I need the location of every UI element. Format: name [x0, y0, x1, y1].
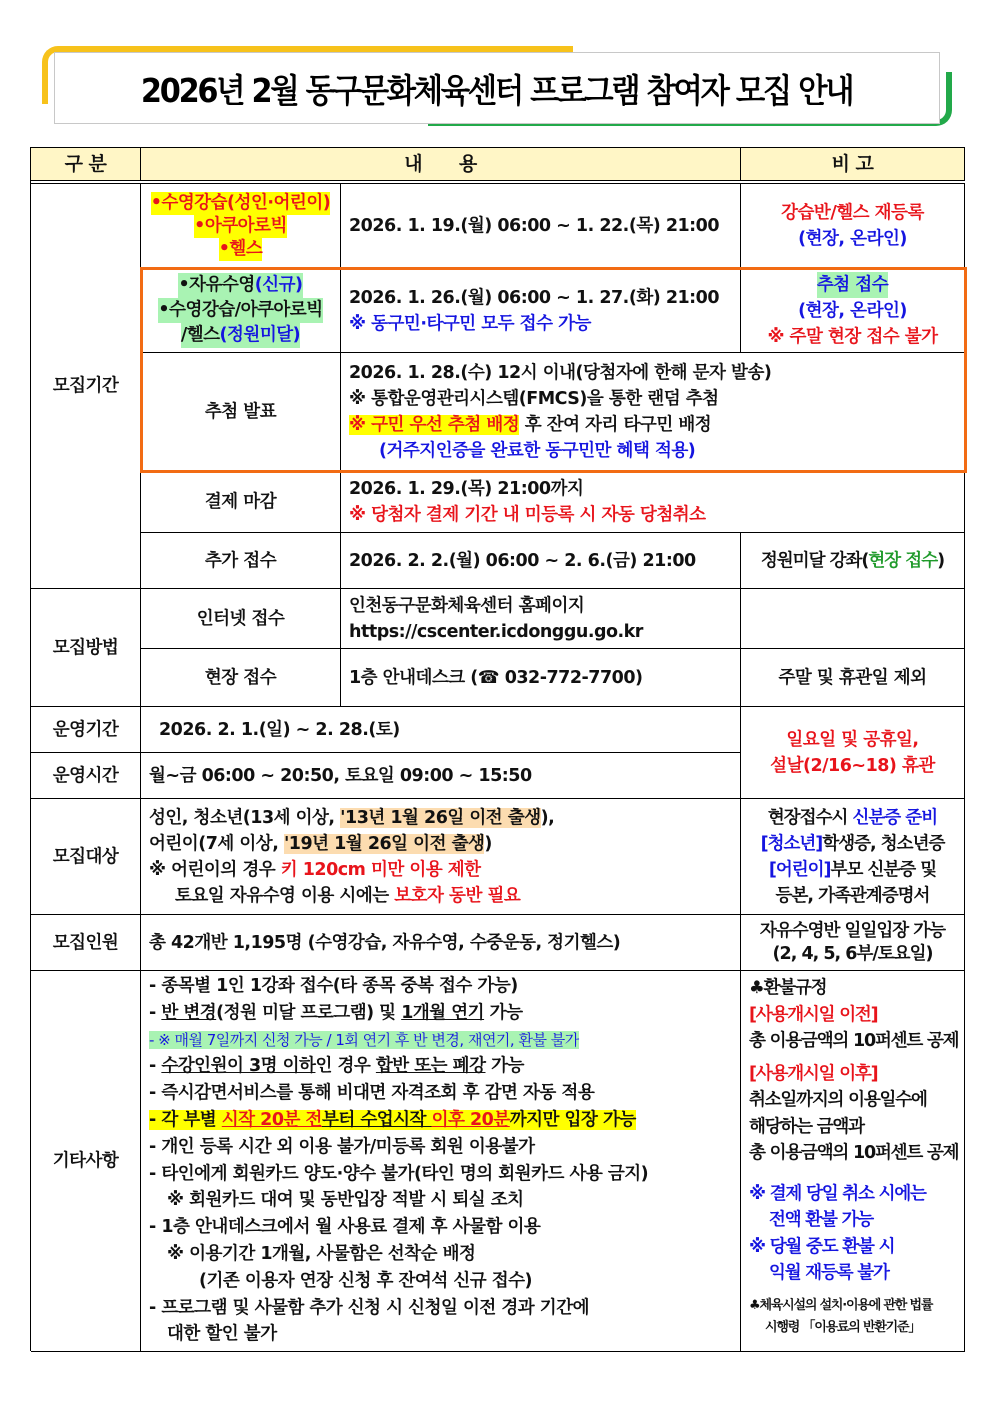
header-content: 내 용: [141, 148, 741, 181]
extra-registration-label: 추가 접수: [141, 533, 341, 589]
etc-label: 기타사항: [31, 971, 141, 1352]
period-r2-note: [741, 269, 965, 353]
period-r2-items: [141, 269, 341, 353]
line: (거주지인증을 완료한 동구민만 혜택 적용): [379, 440, 696, 461]
note: 등본, 가족관계증명서: [775, 885, 930, 906]
onsite-note: 주말 및 휴관일 제외: [741, 649, 965, 707]
etc-line: 이후 20분: [431, 1109, 510, 1130]
operation-period: 2026. 2. 1.(일) ~ 2. 28.(토): [141, 707, 741, 753]
refund-title: ♣환불규정: [749, 978, 827, 998]
etc-line: 가능: [485, 1056, 524, 1077]
line: 1층 안내데스크 (: [349, 667, 478, 688]
note: 정원미달 강좌(: [760, 550, 869, 571]
etc-line: 합반 또는 폐강: [375, 1056, 486, 1077]
refund-text: 총 이용금액의 10퍼센트 공제: [749, 1143, 959, 1163]
capacity-label: 모집인원: [31, 915, 141, 971]
date-range: 2026. 2. 2.(월) 06:00 ~ 2. 6.(금) 21:00: [349, 550, 696, 571]
capacity-note: [741, 915, 965, 971]
refund-text: 총 이용금액의 10퍼센트 공제: [749, 1031, 959, 1051]
etc-line: 반 변경: [161, 1002, 217, 1023]
line: 성인, 청소년(13세 이상,: [149, 807, 341, 828]
etc-line: 가능: [484, 1002, 523, 1023]
refund-note: 전액 환불 가능: [769, 1210, 874, 1230]
etc-line: -: [149, 1002, 162, 1023]
line: ),: [540, 807, 555, 828]
item: •헬스: [218, 238, 263, 259]
operation-hours-label: 운영시간: [31, 753, 141, 799]
line: 후 잔여 자리 타구민 배정: [519, 414, 712, 435]
capacity-content: 총 42개반 1,195명 (수영강습, 자유수영, 수중운동, 정기헬스): [141, 915, 741, 971]
note: 신분증 준비: [852, 807, 938, 828]
onsite-content: [341, 649, 741, 707]
note: 현장접수시: [767, 807, 853, 828]
etc-line: (기존 이용자 연장 신청 후 잔여석 신규 접수): [199, 1270, 533, 1291]
note: ※ 주말 현장 접수 불가: [767, 326, 938, 347]
period-r1-note: [741, 184, 965, 269]
line: 토요일 자유수영 이용 시에는: [175, 885, 395, 906]
line-highlight: ※ 구민 우선 추첨 배정: [349, 414, 520, 435]
refund-note: ※ 당월 중도 환불 시: [749, 1236, 895, 1257]
phone-icon: ☎: [477, 667, 500, 688]
extra-registration-note: [741, 533, 965, 589]
refund-after-heading: [사용개시일 이후]: [749, 1063, 878, 1084]
etc-line: 까지만 입장 가능: [509, 1109, 636, 1130]
etc-line: (정원 미달 프로그램) 및: [216, 1002, 402, 1023]
line: 어린이(7세 이상,: [149, 833, 284, 854]
etc-line: 부터 수업시작: [321, 1109, 432, 1130]
refund-text: 해당하는 금액과: [749, 1116, 864, 1137]
period-r1-items: [141, 184, 341, 269]
method-label: 모집방법: [31, 589, 141, 707]
line: ※ 어린이의 경우: [149, 859, 281, 880]
item-tag: (신규): [254, 275, 303, 295]
line-highlight: '19년 1월 26일 이전 출생: [283, 833, 485, 854]
payment-deadline-label: 결제 마감: [141, 471, 341, 533]
operation-note: [741, 707, 965, 799]
period-r1-date: [341, 184, 741, 269]
internet-label: 인터넷 접수: [141, 589, 341, 649]
refund-before-heading: [사용개시일 이전]: [749, 1004, 878, 1025]
item-tag: (정원미달): [219, 325, 301, 345]
etc-line: ※ 이용기간 1개월, 사물함은 선착순 배정: [167, 1243, 476, 1264]
payment-deadline-content: [341, 471, 965, 533]
period-r2-date: [341, 269, 741, 353]
header-remarks: 비 고: [741, 148, 965, 181]
lottery-label: 추첨 발표: [141, 353, 341, 471]
etc-line: 시작 20분 전: [221, 1109, 322, 1130]
note: 추첨 접수: [817, 272, 888, 298]
refund-note: ※ 결제 당일 취소 시에는: [749, 1183, 926, 1204]
note: 학생증, 청소년증: [822, 833, 945, 854]
note: (현장, 온라인): [798, 300, 907, 321]
line-emphasis: 보호자 동반 필요: [394, 885, 521, 906]
page-title: 2026년 2월 동구문화체육센터 프로그램 참여자 모집 안내: [141, 70, 853, 110]
etc-content: [141, 971, 741, 1352]
etc-line: - 프로그램 및 사물함 추가 신청 시 신청일 이전 경과 기간에: [149, 1297, 590, 1318]
operation-period-label: 운영기간: [31, 707, 141, 753]
target-label: 모집대상: [31, 799, 141, 915]
etc-line: - 각 부별: [149, 1109, 222, 1130]
line-highlight: '13년 1월 26일 이전 출생: [340, 807, 541, 828]
note: 부모 신분증 및: [830, 859, 937, 880]
internet-note: [741, 589, 965, 649]
note: [어린이]: [768, 859, 831, 880]
note: 현장 접수: [868, 550, 938, 571]
target-note: [741, 799, 965, 915]
onsite-label: 현장 접수: [141, 649, 341, 707]
internet-content: [341, 589, 741, 649]
note: (현장, 온라인): [798, 229, 907, 249]
note: [청소년]: [760, 833, 823, 854]
item: •자유수영: [178, 275, 255, 295]
etc-line: - 타인에게 회원카드 양도·양수 불가(타인 명의 회원카드 사용 금지): [149, 1163, 649, 1184]
law-reference: 시행령 「이용료의 반환기준」: [765, 1319, 921, 1335]
etc-line: - 개인 등록 시간 외 이용 불가/미등록 회원 이용불가: [149, 1136, 535, 1157]
note: 자유수영반 일일입장 가능: [759, 920, 946, 941]
note: 설날(2/16~18) 휴관: [770, 755, 935, 776]
title-banner: [54, 52, 940, 124]
etc-line: 대한 할인 불가: [167, 1324, 277, 1345]
etc-line: 1개월 연기: [401, 1002, 485, 1023]
line-emphasis: 키 120cm 미만 이용 제한: [280, 859, 481, 880]
etc-line: ※ 회원카드 대여 및 동반입장 적발 시 퇴실 조치: [167, 1190, 524, 1211]
etc-line-notice: - ※ 매월 7일까지 신청 가능 / 1회 연기 후 반 변경, 재연기, 환불 불가: [149, 1030, 579, 1049]
item: /헬스: [180, 325, 220, 345]
recruitment-table: [30, 147, 965, 1351]
line: ※ 통합운영관리시스템(FMCS)을 통한 랜덤 추첨: [349, 388, 719, 409]
law-reference: ♣체육시설의 설치·이용에 관한 법률: [749, 1297, 933, 1313]
operation-hours: 월~금 06:00 ~ 20:50, 토요일 09:00 ~ 15:50: [141, 753, 741, 799]
item: •수영강습/아쿠아로빅: [158, 298, 322, 323]
item: •아쿠아로빅: [194, 215, 287, 236]
extra-registration-date: [341, 533, 741, 589]
sub-note: ※ 동구민·타구민 모두 접수 가능: [349, 313, 591, 334]
refund-policy: [741, 971, 965, 1352]
etc-line: - 종목별 1인 1강좌 접수(타 종목 중복 접수 가능): [149, 976, 518, 996]
note: 강습반/헬스 재등록: [781, 203, 924, 223]
etc-line: 수강인원이 3명 이하: [161, 1056, 316, 1077]
note: 일요일 및 공휴일,: [786, 729, 919, 750]
line: ): [484, 833, 492, 854]
refund-text: 취소일까지의 이용일수에: [749, 1090, 927, 1110]
refund-note: 익월 재등록 불가: [769, 1263, 889, 1283]
etc-line: - 1층 안내데스크에서 월 사용료 결제 후 사물함 이용: [149, 1217, 541, 1238]
phone-number: 032-772-7700): [499, 667, 643, 688]
target-content: [141, 799, 741, 915]
etc-line: 인 경우: [315, 1056, 376, 1077]
date-range: 2026. 1. 26.(월) 06:00 ~ 1. 27.(화) 21:00: [349, 287, 720, 308]
item: •수영강습(성인·어린이): [150, 192, 331, 213]
line: 2026. 1. 29.(목) 21:00까지: [349, 478, 584, 499]
note: ): [937, 550, 945, 571]
period-label: 모집기간: [31, 184, 141, 589]
date-range: 2026. 1. 19.(월) 06:00 ~ 1. 22.(목) 21:00: [349, 216, 720, 236]
etc-line: -: [149, 1056, 162, 1077]
homepage-link[interactable]: https://cscenter.icdonggu.go.kr: [349, 621, 643, 642]
line: ※ 당첨자 결제 기간 내 미등록 시 자동 당첨취소: [349, 504, 706, 525]
lottery-content: [341, 353, 965, 471]
note: (2, 4, 5, 6부/토요일): [772, 943, 933, 964]
line: 2026. 1. 28.(수) 12시 이내(당첨자에 한해 문자 발송): [349, 362, 772, 383]
header-category: 구 분: [31, 148, 141, 181]
etc-line: - 즉시감면서비스를 통해 비대면 자격조회 후 감면 자동 적용: [149, 1083, 595, 1104]
line: 인천동구문화체육센터 홈페이지: [349, 595, 585, 616]
